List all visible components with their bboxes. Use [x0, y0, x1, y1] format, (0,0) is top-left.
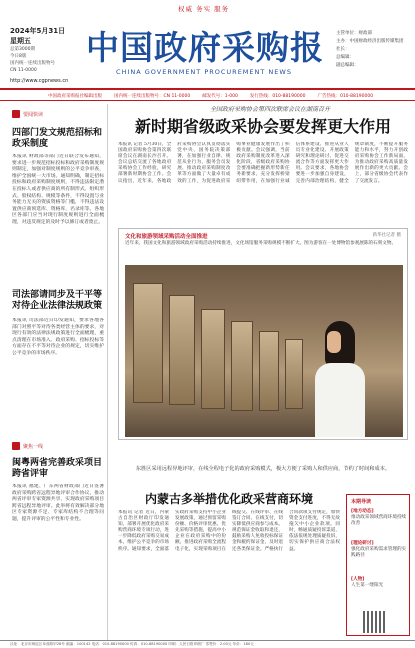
- second-body: 本报讯 记者 近日，内蒙古自治区财政厅印发通知，部署开展优化政府采购营商环境专项行动，进一步降低政府采购交易成本，维护公平竞争的市场秩序。通知要求，全面落实政府采购支持中小企业发展政策，通过预留采购份额、价格评审优惠、优先采购等措施，提高中小企业在政府采购中的份额。推进政府采购全流程电子化，实现采购项目在线提交、在线评审、在线签订合同、在线支付，切实降低供应商参与成本。规范保证金收取和退还，鼓励采购人免收投标保证金和履约保证金，及时退还各类保证金。严格执行合同款项支付规定，加快资金支付进度，不得无故拖欠中小企业款项。同时，畅通质疑投诉渠道，依法依规处理质疑投诉，切实保护供应商合法权益。: [118, 510, 340, 552]
- second-headline[interactable]: 内蒙古多举措优化政采营商环境: [144, 492, 313, 506]
- issue-weekday: 星期五: [10, 37, 31, 45]
- stone-stele: [133, 283, 163, 403]
- guide-item-1[interactable]: [351, 509, 407, 527]
- masthead: [0, 0, 415, 90]
- publisher-info: [336, 30, 410, 70]
- guide-item-3[interactable]: [351, 577, 407, 589]
- guide-item-text: 推动政采领域营商环境持续改善: [351, 515, 407, 526]
- info-item: 发行热线：010-88190000: [249, 94, 306, 99]
- sidebar: [0, 104, 108, 640]
- info-item: 广告热线：010-88190000: [317, 94, 374, 99]
- museum-photo: [125, 265, 403, 437]
- qr-code-icon[interactable]: [363, 611, 387, 633]
- stone-stele: [231, 321, 253, 411]
- lead-kicker: 全国政府采购协会第四次联席会议在湖南召开: [209, 106, 330, 113]
- section-tag-news: [12, 110, 43, 118]
- info-bar: [0, 92, 415, 101]
- publisher-line-1: 主管单位：财政部: [336, 31, 372, 36]
- stone-stele: [169, 295, 195, 405]
- sidebar-story-2-text: 本报讯 司法部近日印发通知，要求各地各部门对照平等对待各类经营主体的要求，对现行有效的法律法规政策进行全面梳理，重点清理在市场准入、政府采购、招标投标等方面存在不平等对待企业的规定，切实维护公平竞争的市场秩序。: [12, 318, 104, 356]
- issue-guide-panel: [346, 494, 410, 636]
- guide-head: 本期导读: [351, 499, 372, 505]
- sidebar-story-1-title[interactable]: 四部门发文规范招标和政采制度: [12, 128, 103, 149]
- photo-credit: 新华社记者 摄: [372, 233, 401, 238]
- newspaper-title: 中国政府采购报: [86, 28, 324, 67]
- website-url[interactable]: http://www.cgpnews.cn: [10, 78, 69, 84]
- issue-line-4: CN 11-0000: [10, 68, 37, 73]
- lead-headline[interactable]: 新时期省级政采协会要发挥更大作用: [134, 117, 391, 136]
- section-tag-label: 聚焦一线: [23, 443, 44, 450]
- publisher-line-2: 主办：中国财政经济出版传媒集团: [336, 39, 404, 44]
- guide-item-label: [理论研讨]: [351, 541, 374, 546]
- info-item: 中国政府采购报社编辑出版: [48, 94, 102, 99]
- issue-line-1: 总第3000期: [10, 47, 35, 52]
- issue-meta: [10, 26, 82, 84]
- photo-headline[interactable]: 文化和旅游领域采购活动全面推进: [125, 234, 208, 240]
- photo-caption: 近年来，我国文化和旅游领域政府采购活动持续推进，文化场馆服务采购规模不断扩大。图为游客在一处博物馆参观展陈的石刻文物。: [125, 241, 397, 246]
- section-marker-icon: [12, 110, 20, 118]
- sidebar-story-3-title[interactable]: 闽粤两省完善政采项目跨省评审: [12, 458, 103, 479]
- guide-item-text: 人生第一缕阳光: [351, 583, 384, 588]
- stone-stele: [285, 339, 303, 409]
- lead-body: 本报讯 记者 5月30日，全国政府采购协会第四次联席会议在湖南长沙召开。会议总结交流了各地政府采购协会工作经验，研究部署新时期协会工作。会议指出，近年来，各地政府采购协会认真贯彻落实党中央、国务院决策部署，在加强行业自律、规范从业行为、服务会员发展、推动政府采购制度改革等方面做了大量卓有成效的工作，为促进政府采购事业健康发展作出了积极贡献。会议强调，当前政府采购制度改革进入深化阶段，省级政府采购协会要准确把握新形势新任务新要求，充分发挥桥梁纽带作用，在加强行业诚信体系建设、推进从业人员专业化建设、开展政策研究和理论研讨、促进交流合作等方面发挥更大作用。会议要求，各地协会要进一步加强自身建设，完善内部治理结构，健全规章制度，不断提升服务能力和水平，努力开创政府采购协会工作新局面，为推动政府采购高质量发展作出新的更大贡献。会上，部分省级协会代表作了交流发言。: [118, 142, 408, 184]
- publisher-line-4: 总编辑：: [336, 55, 354, 60]
- guide-item-label: [人物]: [351, 577, 365, 582]
- sidebar-story-1-text: 本报讯 财政部等部门近日联合发布通知，要求进一步规范招标投标和政府采购制度规则制定，加强对制度规则的公平竞争审查，维护全国统一大市场。通知明确，制定招标投标和政府采购制度规则，不得违法限定潜在投标人或者供应商的所有制形式、组织形式、股权结构、规模等条件，不得设置与业务能力无关的资质资格等门槛，不得违法设置供应商预选库、资格库、名录库等。各地区各部门应当对现行制度规则进行全面梳理，对违反规定的及时予以修订或者废止。: [12, 154, 104, 225]
- issue-line-2: 今日8版: [10, 54, 27, 59]
- masthead-slogan: 权威 务实 服务: [178, 5, 230, 13]
- guide-item-2[interactable]: [351, 541, 407, 559]
- section-tag-label: 要闻快读: [23, 111, 44, 118]
- publisher-line-3: 社长：: [336, 47, 350, 52]
- guide-item-label: [地方动态]: [351, 509, 374, 514]
- photo-feature: [118, 228, 408, 440]
- info-item: 邮发代号：1-000: [202, 94, 238, 99]
- visitor-figure: [311, 321, 371, 437]
- stone-stele: [201, 309, 225, 409]
- stone-stele: [259, 331, 279, 411]
- sidebar-story-2-title[interactable]: 司法部请同步及干平等对待企业法律法规政策: [12, 290, 103, 311]
- photo-note: 东胜区采用远程异地评审，在线全程电子化的政府采购模式，极大方便了采购人和供应商，节约了时间和成本。: [135, 466, 391, 472]
- sidebar-story-3-text: 本报讯 福建、广东两省财政部门近日签署政府采购跨省远程异地评审合作协议，推动两省评审专家资源共享，实现政府采购项目跨省远程异地评审。此举将有效解决部分地区专家资源不足、专家库结构不合理等问题，提升评审的公平性和专业性。: [12, 484, 104, 522]
- section-marker-icon: [12, 442, 20, 450]
- issue-date: 2024年5月31日: [10, 27, 66, 35]
- info-item: 国内统一连续出版物号：CN 11-0000: [114, 94, 191, 99]
- section-tag-frontline: [12, 442, 43, 450]
- guide-item-text: 强化政府采购需求管理的实践路径: [351, 547, 407, 558]
- page-footer: 社址：北京市海淀区阜成路甲28号 邮编：100142 电话：010-88190000 传真：010-88190000 印刷：人民日报印刷厂 零售价：2.00元 年价：180元: [0, 640, 415, 648]
- issue-line-3: 国内统一连续出版物号: [10, 61, 55, 66]
- newspaper-title-en: CHINA GOVERNMENT PROCUREMENT NEWS: [116, 68, 292, 76]
- publisher-line-5: 副总编辑：: [336, 63, 359, 68]
